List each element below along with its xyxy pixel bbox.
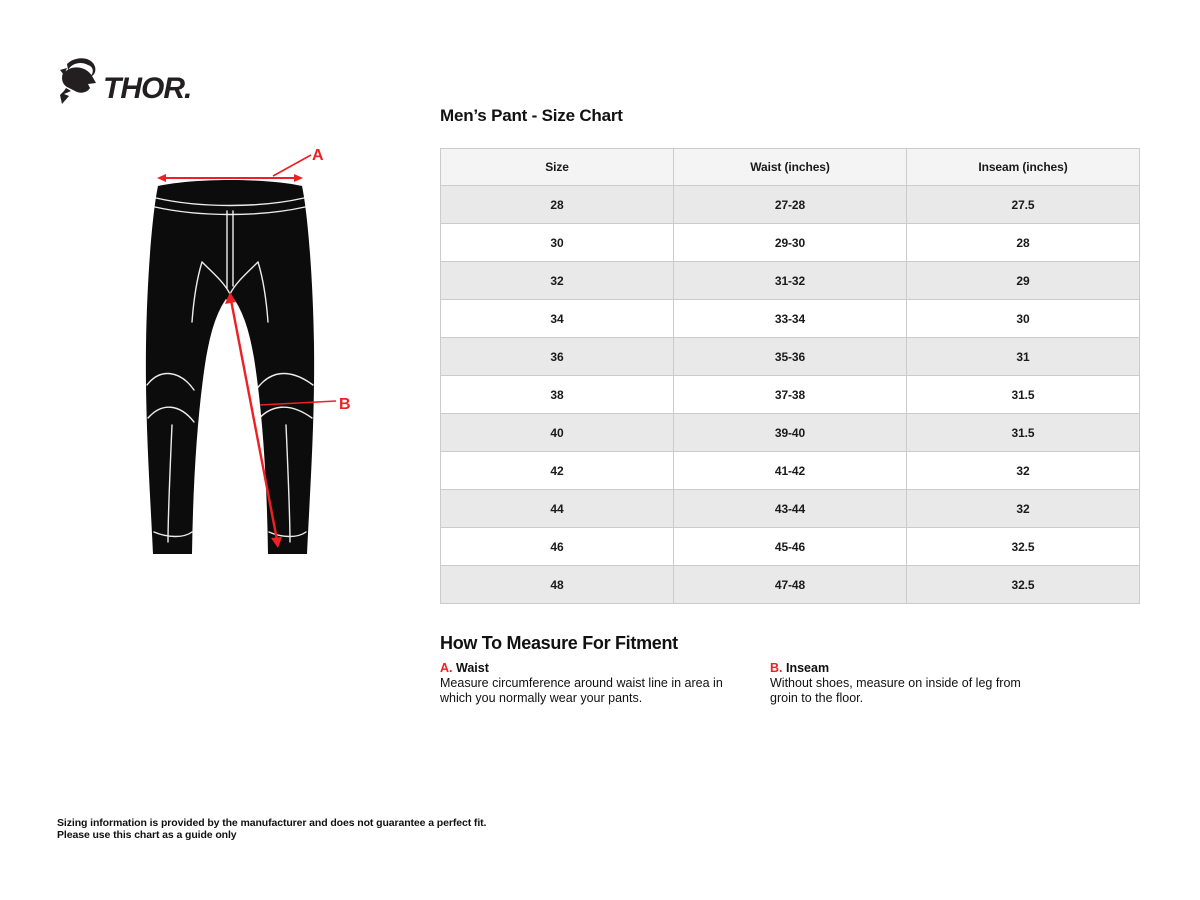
table-row bbox=[441, 414, 1140, 452]
table-cell: 35-36 bbox=[674, 338, 907, 376]
table-cell: 48 bbox=[441, 566, 674, 604]
table-cell: 37-38 bbox=[674, 376, 907, 414]
table-cell: 32 bbox=[907, 452, 1140, 490]
table-cell: 27.5 bbox=[907, 186, 1140, 224]
table-cell: 32.5 bbox=[907, 528, 1140, 566]
table-row bbox=[441, 490, 1140, 528]
measure-item-waist bbox=[440, 661, 740, 705]
table-cell: 29 bbox=[907, 262, 1140, 300]
table-cell: 31.5 bbox=[907, 376, 1140, 414]
table-cell: 40 bbox=[441, 414, 674, 452]
table-cell: 43-44 bbox=[674, 490, 907, 528]
table-row bbox=[441, 376, 1140, 414]
table-cell: 28 bbox=[441, 186, 674, 224]
measure-name-inseam: Inseam bbox=[785, 661, 830, 675]
table-row bbox=[441, 224, 1140, 262]
size-table-body bbox=[441, 186, 1140, 604]
table-row bbox=[441, 452, 1140, 490]
table-cell: 44 bbox=[441, 490, 674, 528]
table-header-row bbox=[441, 149, 1140, 186]
table-cell: 32 bbox=[907, 490, 1140, 528]
table-row bbox=[441, 566, 1140, 604]
table-cell: 38 bbox=[441, 376, 674, 414]
table-cell: 31-32 bbox=[674, 262, 907, 300]
sizing-disclaimer bbox=[57, 818, 486, 841]
disclaimer-line-1: Sizing information is provided by the manufacturer and does not guarantee a perfect fit. bbox=[57, 817, 487, 829]
table-cell: 32 bbox=[441, 262, 674, 300]
table-cell: 31 bbox=[907, 338, 1140, 376]
table-cell: 41-42 bbox=[674, 452, 907, 490]
table-cell: 46 bbox=[441, 528, 674, 566]
diagram-label-a: A bbox=[312, 147, 324, 164]
thor-goat-head-icon bbox=[57, 56, 99, 106]
table-cell: 45-46 bbox=[674, 528, 907, 566]
measure-desc-waist: Measure circumference around waist line in area in which you normally wear your pants. bbox=[440, 676, 723, 705]
brand-wordmark: THOR. bbox=[103, 72, 192, 105]
table-cell: 31.5 bbox=[907, 414, 1140, 452]
measure-desc-inseam: Without shoes, measure on inside of leg from groin to the floor. bbox=[770, 676, 1021, 705]
table-row bbox=[441, 300, 1140, 338]
column-header-size: Size bbox=[441, 149, 674, 186]
table-cell: 32.5 bbox=[907, 566, 1140, 604]
measure-label-inseam bbox=[770, 661, 1048, 675]
table-row bbox=[441, 262, 1140, 300]
table-cell: 36 bbox=[441, 338, 674, 376]
measure-item-inseam bbox=[770, 661, 1048, 705]
waist-leader-line bbox=[273, 155, 311, 176]
pants-measurement-diagram bbox=[140, 140, 380, 600]
table-cell: 30 bbox=[907, 300, 1140, 338]
table-cell: 28 bbox=[907, 224, 1140, 262]
brand-logo bbox=[57, 56, 191, 106]
table-cell: 47-48 bbox=[674, 566, 907, 604]
table-cell: 33-34 bbox=[674, 300, 907, 338]
table-cell: 29-30 bbox=[674, 224, 907, 262]
measure-key-a: A. bbox=[440, 661, 453, 675]
diagram-label-b: B bbox=[339, 396, 351, 413]
table-cell: 39-40 bbox=[674, 414, 907, 452]
table-row bbox=[441, 528, 1140, 566]
table-cell: 42 bbox=[441, 452, 674, 490]
measure-name-waist: Waist bbox=[455, 661, 489, 675]
measure-key-b: B. bbox=[770, 661, 783, 675]
column-header-waist: Waist (inches) bbox=[674, 149, 907, 186]
table-row bbox=[441, 186, 1140, 224]
table-cell: 27-28 bbox=[674, 186, 907, 224]
table-row bbox=[441, 338, 1140, 376]
measure-label-waist bbox=[440, 661, 740, 675]
how-to-measure-title: How To Measure For Fitment bbox=[440, 633, 678, 653]
size-chart-table bbox=[440, 148, 1140, 604]
column-header-inseam: Inseam (inches) bbox=[907, 149, 1140, 186]
table-cell: 30 bbox=[441, 224, 674, 262]
table-cell: 34 bbox=[441, 300, 674, 338]
size-chart-title: Men’s Pant - Size Chart bbox=[440, 106, 623, 125]
disclaimer-line-2: Please use this chart as a guide only bbox=[57, 828, 237, 841]
